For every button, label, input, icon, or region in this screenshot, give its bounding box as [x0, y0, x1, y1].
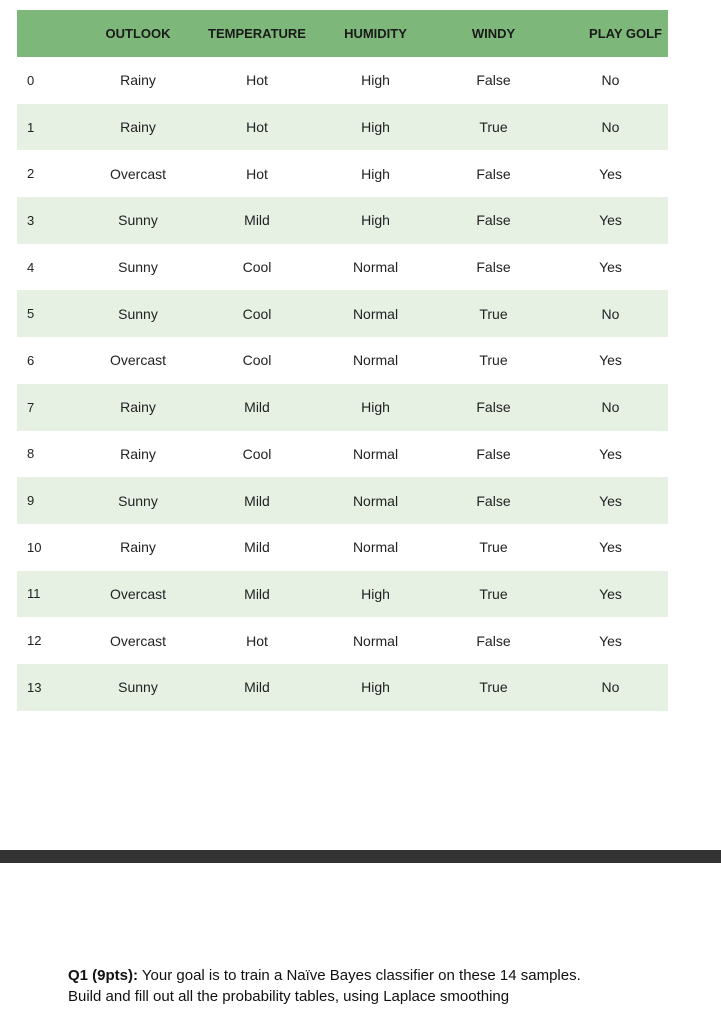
cell-humidity: High — [361, 119, 390, 136]
cell-humidity: High — [361, 72, 390, 89]
cell-windy: False — [476, 632, 511, 649]
cell-play-golf: Yes — [599, 585, 622, 602]
cell-windy: False — [476, 212, 511, 229]
cell-temperature: Cool — [242, 305, 272, 322]
cell-outlook: Sunny — [118, 679, 158, 696]
cell-index: 11 — [27, 586, 41, 602]
table-row — [17, 337, 668, 384]
cell-index: 7 — [27, 399, 35, 415]
header-windy: WINDY — [471, 26, 516, 41]
question-line-1: Your goal is to train a Naïve Bayes classifier on these 14 samples. — [138, 967, 581, 984]
cell-windy: True — [479, 352, 508, 369]
table-row — [17, 524, 668, 571]
question-text — [68, 965, 688, 1007]
cell-outlook: Overcast — [109, 352, 166, 369]
cell-play-golf: Yes — [599, 352, 622, 369]
table-row — [17, 197, 668, 244]
cell-temperature: Hot — [246, 165, 268, 182]
cell-play-golf: Yes — [599, 632, 622, 649]
cell-index: 8 — [27, 446, 35, 462]
header-temperature: TEMPERATURE — [208, 26, 306, 41]
table-body — [17, 57, 668, 711]
cell-humidity: Normal — [352, 259, 399, 276]
cell-outlook: Overcast — [109, 632, 166, 649]
table-row — [17, 664, 668, 711]
cell-outlook: Sunny — [118, 212, 158, 229]
question-label: Q1 (9pts): — [68, 967, 139, 984]
cell-windy: False — [476, 259, 511, 276]
table-row — [17, 384, 668, 431]
cell-play-golf: Yes — [599, 539, 622, 556]
cell-outlook: Sunny — [118, 492, 158, 509]
cell-play-golf: Yes — [599, 445, 622, 462]
cell-outlook: Rainy — [120, 119, 156, 136]
cell-play-golf: Yes — [599, 212, 622, 229]
cell-index: 1 — [27, 119, 35, 135]
table-row — [17, 244, 668, 291]
cell-windy: True — [479, 305, 508, 322]
cell-index: 9 — [27, 493, 35, 509]
cell-windy: True — [479, 119, 508, 136]
cell-outlook: Sunny — [118, 305, 158, 322]
table-row — [17, 571, 668, 618]
cell-temperature: Hot — [246, 632, 268, 649]
cell-windy: False — [476, 445, 511, 462]
cell-temperature: Mild — [244, 679, 270, 696]
table-row — [17, 150, 668, 197]
cell-play-golf: No — [601, 399, 620, 416]
cell-index: 13 — [27, 679, 42, 695]
cell-outlook: Rainy — [120, 399, 156, 416]
cell-humidity: Normal — [352, 492, 399, 509]
cell-index: 10 — [27, 539, 42, 555]
cell-outlook: Overcast — [109, 165, 166, 182]
question-line-2: Build and fill out all the probability tables, using Laplace smoothing — [68, 988, 510, 1005]
cell-windy: False — [476, 72, 511, 89]
cell-temperature: Mild — [244, 492, 270, 509]
cell-humidity: Normal — [352, 305, 399, 322]
cell-windy: True — [479, 679, 508, 696]
table-row — [17, 57, 668, 104]
cell-humidity: Normal — [352, 445, 399, 462]
cell-play-golf: Yes — [599, 165, 622, 182]
cell-temperature: Cool — [242, 352, 272, 369]
header-index — [17, 10, 79, 57]
table-row — [17, 477, 668, 524]
divider-bar — [0, 850, 721, 863]
cell-index: 0 — [27, 72, 35, 88]
cell-humidity: High — [361, 399, 390, 416]
cell-temperature: Hot — [246, 119, 268, 136]
cell-play-golf: Yes — [599, 492, 622, 509]
cell-humidity: High — [361, 679, 390, 696]
cell-windy: False — [476, 399, 511, 416]
cell-humidity: High — [361, 585, 390, 602]
cell-humidity: Normal — [352, 539, 399, 556]
header-humidity: HUMIDITY — [344, 26, 407, 41]
cell-temperature: Mild — [244, 212, 270, 229]
cell-windy: True — [479, 585, 508, 602]
cell-humidity: Normal — [352, 632, 399, 649]
table-row — [17, 431, 668, 478]
cell-play-golf: No — [601, 679, 620, 696]
play-golf-table — [17, 10, 668, 711]
cell-index: 5 — [27, 306, 35, 322]
table-row — [17, 104, 668, 151]
cell-windy: False — [476, 492, 511, 509]
cell-play-golf: No — [601, 305, 620, 322]
cell-humidity: Normal — [352, 352, 399, 369]
cell-temperature: Mild — [244, 539, 270, 556]
table-row — [17, 617, 668, 664]
header-row — [17, 10, 668, 57]
header-play-golf: PLAY GOLF — [589, 26, 662, 41]
cell-temperature: Mild — [244, 399, 270, 416]
cell-outlook: Rainy — [120, 72, 156, 89]
cell-play-golf: No — [601, 119, 620, 136]
cell-windy: False — [476, 165, 511, 182]
cell-play-golf: No — [601, 72, 620, 89]
cell-outlook: Sunny — [118, 259, 158, 276]
cell-humidity: High — [361, 165, 390, 182]
cell-temperature: Hot — [246, 72, 268, 89]
cell-index: 4 — [27, 259, 35, 275]
cell-windy: True — [479, 539, 508, 556]
cell-humidity: High — [361, 212, 390, 229]
cell-index: 3 — [27, 212, 35, 228]
table-header — [17, 10, 668, 57]
cell-temperature: Cool — [242, 259, 272, 276]
table-row — [17, 290, 668, 337]
cell-index: 2 — [27, 166, 35, 182]
cell-play-golf: Yes — [599, 259, 622, 276]
cell-temperature: Mild — [244, 585, 270, 602]
cell-outlook: Rainy — [120, 445, 156, 462]
cell-outlook: Rainy — [120, 539, 156, 556]
header-outlook: OUTLOOK — [105, 26, 171, 41]
cell-outlook: Overcast — [109, 585, 166, 602]
cell-index: 6 — [27, 352, 35, 368]
cell-temperature: Cool — [242, 445, 272, 462]
cell-index: 12 — [27, 633, 42, 649]
